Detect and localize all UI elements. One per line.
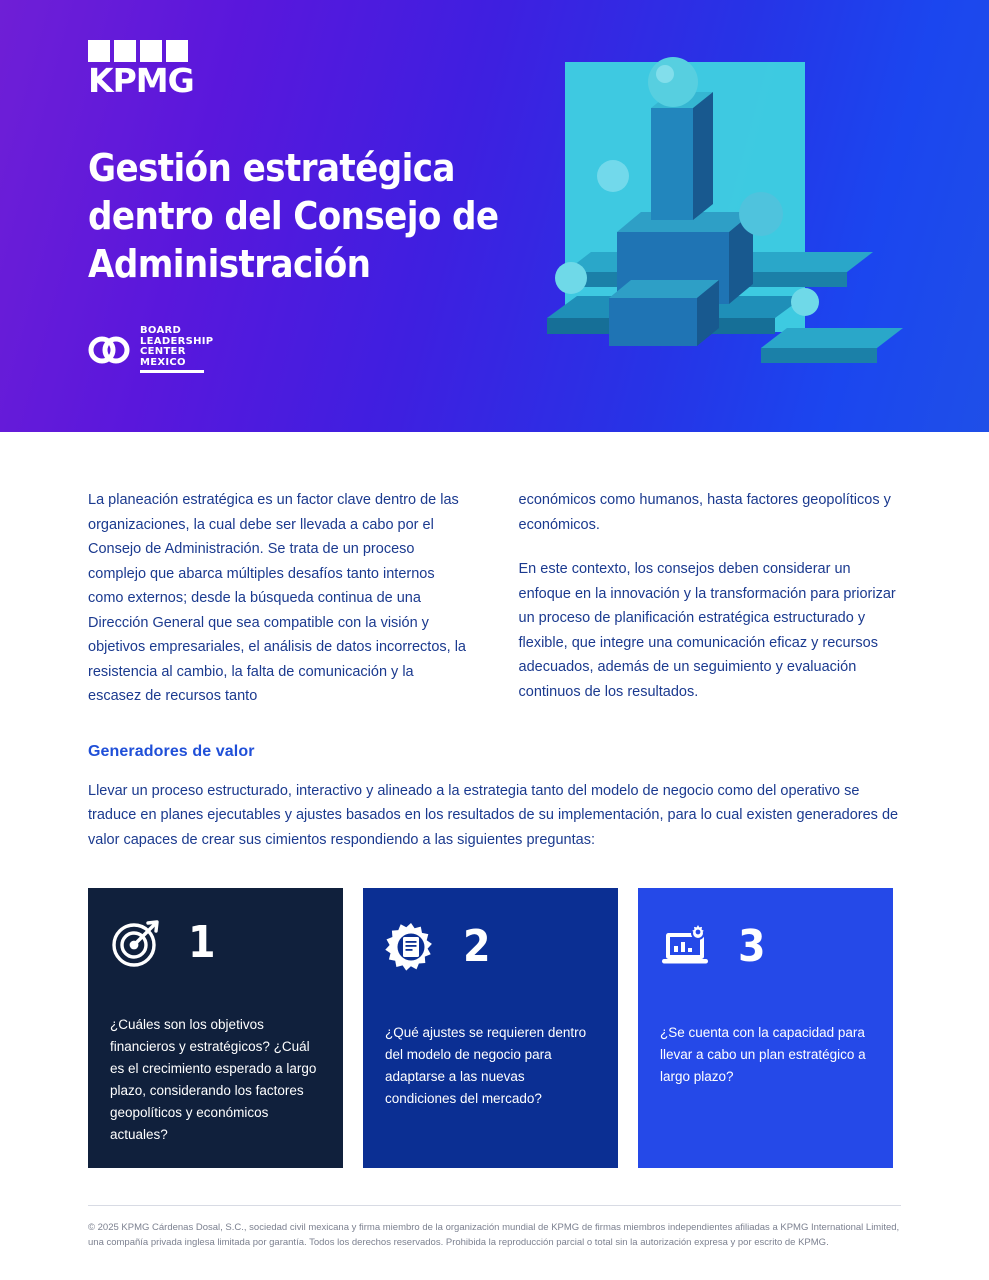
- document-body: [0, 432, 989, 1168]
- hero-banner: [0, 0, 989, 432]
- blc-line-3: CENTER: [140, 346, 186, 357]
- card-question: ¿Qué ajustes se requieren dentro del modelo de negocio para adaptarse a las nuevas condiciones del mercado?: [385, 1025, 587, 1106]
- intro-column-left: [88, 488, 471, 709]
- footer-divider: [88, 1205, 901, 1206]
- abstract-3d-artwork: [547, 46, 907, 392]
- card-question: ¿Cuáles son los objetivos financieros y estratégicos? ¿Cuál es el crecimiento esperado a largo plazo, considerando los factores geopolíticos y económicos actuales?: [110, 1017, 317, 1142]
- card-number: 2: [463, 921, 491, 972]
- value-driver-card: [88, 888, 343, 1168]
- footer: [0, 1205, 989, 1280]
- intro-paragraph-2: económicos como humanos, hasta factores geopolíticos y económicos.: [518, 492, 891, 533]
- value-driver-card: [638, 888, 893, 1168]
- card-number: 3: [738, 921, 766, 972]
- kpmg-logo: [88, 40, 212, 102]
- card-question: ¿Se cuenta con la capacidad para llevar a cabo un plan estratégico a largo plazo?: [660, 1025, 866, 1084]
- page-title: Gestión estratégica dentro del Consejo de Administración: [88, 146, 499, 286]
- svg-text:KPMG: KPMG: [88, 61, 194, 100]
- blc-line-2: LEADERSHIP: [140, 335, 214, 347]
- card-header: [110, 914, 321, 972]
- intro-column-right: [519, 488, 902, 709]
- value-driver-card: [363, 888, 618, 1168]
- footer-legal-text: © 2025 KPMG Cárdenas Dosal, S.C., sociedad civil mexicana y firma miembro de la organización mundial de KPMG de firmas miembros independientes afiliadas a KPMG International Limited, una compañía privada inglesa limitada por garantía. Todos los derechos reservados. Prohibida la reproducción parcial o total sin la autorización expresa y por escrito de KPMG.: [88, 1222, 900, 1248]
- card-header: [385, 914, 596, 980]
- card-header: [660, 914, 871, 980]
- hero-content: [88, 40, 558, 373]
- blc-line-4: MEXICO: [140, 356, 186, 368]
- section-heading: Generadores de valor: [88, 742, 255, 760]
- gear-document-icon: [385, 921, 437, 973]
- laptop-chart-icon: [660, 921, 712, 973]
- blc-line-1: BOARD: [140, 325, 182, 336]
- intro-paragraph-1: La planeación estratégica es un factor clave dentro de las organizaciones, la cual debe ser llevada a cabo por el Consejo de Administración. Se trata de un proceso complejo que abarca múltiples desafíos tanto internos como externos; desde la búsqueda continua de una Dirección General que sea compatible con la visión y objetivos empresariales, el análisis de datos incorrectos, la resistencia al cambio, la falta de comunicación y la escasez de recursos tanto: [88, 492, 466, 704]
- intro-columns: [88, 488, 901, 709]
- value-driver-cards: [88, 888, 901, 1168]
- blc-mark-icon: [88, 330, 132, 370]
- intro-paragraph-3: En este contexto, los consejos deben considerar un enfoque en la innovación y la transformación para priorizar un proceso de planificación estratégica estructurado y flexible, que integre una comunicación eficaz y recursos adecuados, además de un seguimiento y evaluación continuos de los resultados.: [518, 561, 896, 700]
- section-lede: Llevar un proceso estructurado, interactivo y alineado a la estrategia tanto del modelo de negocio como del operativo se traduce en planes ejecutables y ajustes basados en los resultados de su implementación, para lo cual existen generadores de valor capaces de crear sus cimientos respondiendo a las siguientes preguntas:: [88, 782, 899, 848]
- blc-underline: [140, 370, 204, 373]
- card-number: 1: [188, 917, 216, 968]
- board-leadership-center-logo: [88, 326, 558, 373]
- target-arrow-icon: [110, 917, 162, 969]
